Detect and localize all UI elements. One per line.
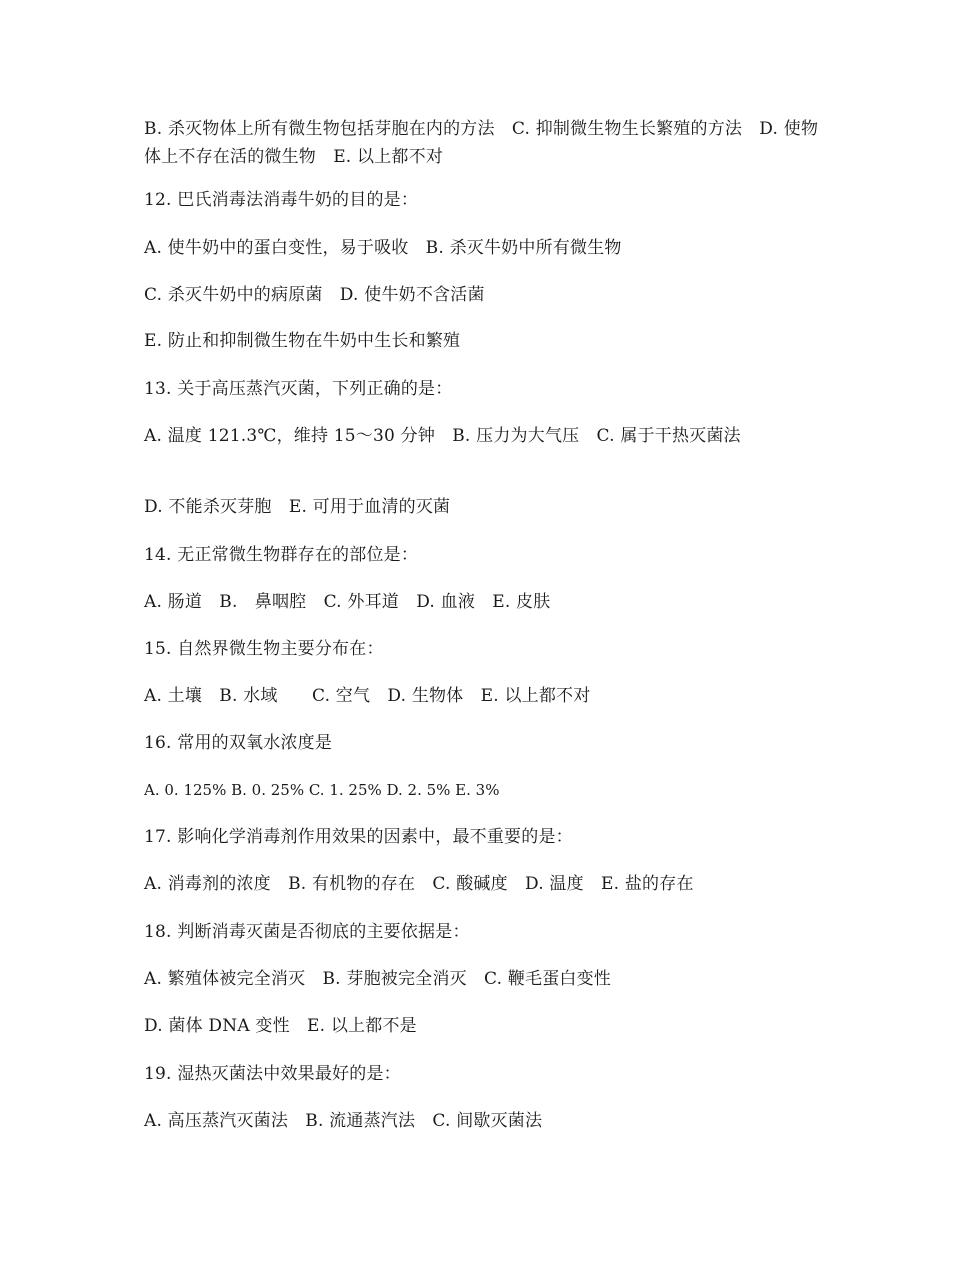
q16-options: A. 0. 125% B. 0. 25% C. 1. 25% D. 2. 5% E. 3% bbox=[144, 781, 500, 799]
q18-options-a-c: A. 繁殖体被完全消灭 B. 芽胞被完全消灭 C. 鞭毛蛋白变性 bbox=[144, 969, 611, 989]
q16-question: 16. 常用的双氧水浓度是 bbox=[144, 733, 333, 753]
q14-options: A. 肠道 B. 鼻咽腔 C. 外耳道 D. 血液 E. 皮肤 bbox=[144, 592, 551, 612]
q13-question: 13. 关于高压蒸汽灭菌，下列正确的是： bbox=[144, 379, 453, 399]
q13-options-a-c: A. 温度 121.3℃，维持 15～30 分钟 B. 压力为大气压 C. 属于干热灭菌法 bbox=[144, 426, 741, 446]
q12-option-e: E. 防止和抑制微生物在牛奶中生长和繁殖 bbox=[144, 331, 461, 351]
q17-question: 17. 影响化学消毒剂作用效果的因素中，最不重要的是： bbox=[144, 827, 573, 847]
q18-options-d-e: D. 菌体 DNA 变性 E. 以上都不是 bbox=[144, 1016, 417, 1036]
q12-options-c-d: C. 杀灭牛奶中的病原菌 D. 使牛奶不含活菌 bbox=[144, 285, 485, 305]
q11-options-b-e: B. 杀灭物体上所有微生物包括芽胞在内的方法 C. 抑制微生物生长繁殖的方法 D. 使物体上不存在活的微生物 E. 以上都不对 bbox=[144, 119, 819, 167]
q18-question: 18. 判断消毒灭菌是否彻底的主要依据是： bbox=[144, 922, 470, 942]
q13-options-d-e: D. 不能杀灭芽胞 E. 可用于血清的灭菌 bbox=[144, 497, 451, 517]
q15-options: A. 土壤 B. 水域 C. 空气 D. 生物体 E. 以上都不对 bbox=[144, 686, 591, 706]
q12-question: 12. 巴氏消毒法消毒牛奶的目的是： bbox=[144, 190, 419, 210]
q17-options: A. 消毒剂的浓度 B. 有机物的存在 C. 酸碱度 D. 温度 E. 盐的存在 bbox=[144, 874, 694, 894]
q14-question: 14. 无正常微生物群存在的部位是： bbox=[144, 545, 419, 565]
q19-options-a-c: A. 高压蒸汽灭菌法 B. 流通蒸汽法 C. 间歇灭菌法 bbox=[144, 1111, 543, 1131]
q15-question: 15. 自然界微生物主要分布在： bbox=[144, 639, 384, 659]
q19-question: 19. 湿热灭菌法中效果最好的是： bbox=[144, 1064, 401, 1084]
q12-options-a-b: A. 使牛奶中的蛋白变性，易于吸收 B. 杀灭牛奶中所有微生物 bbox=[144, 238, 622, 258]
